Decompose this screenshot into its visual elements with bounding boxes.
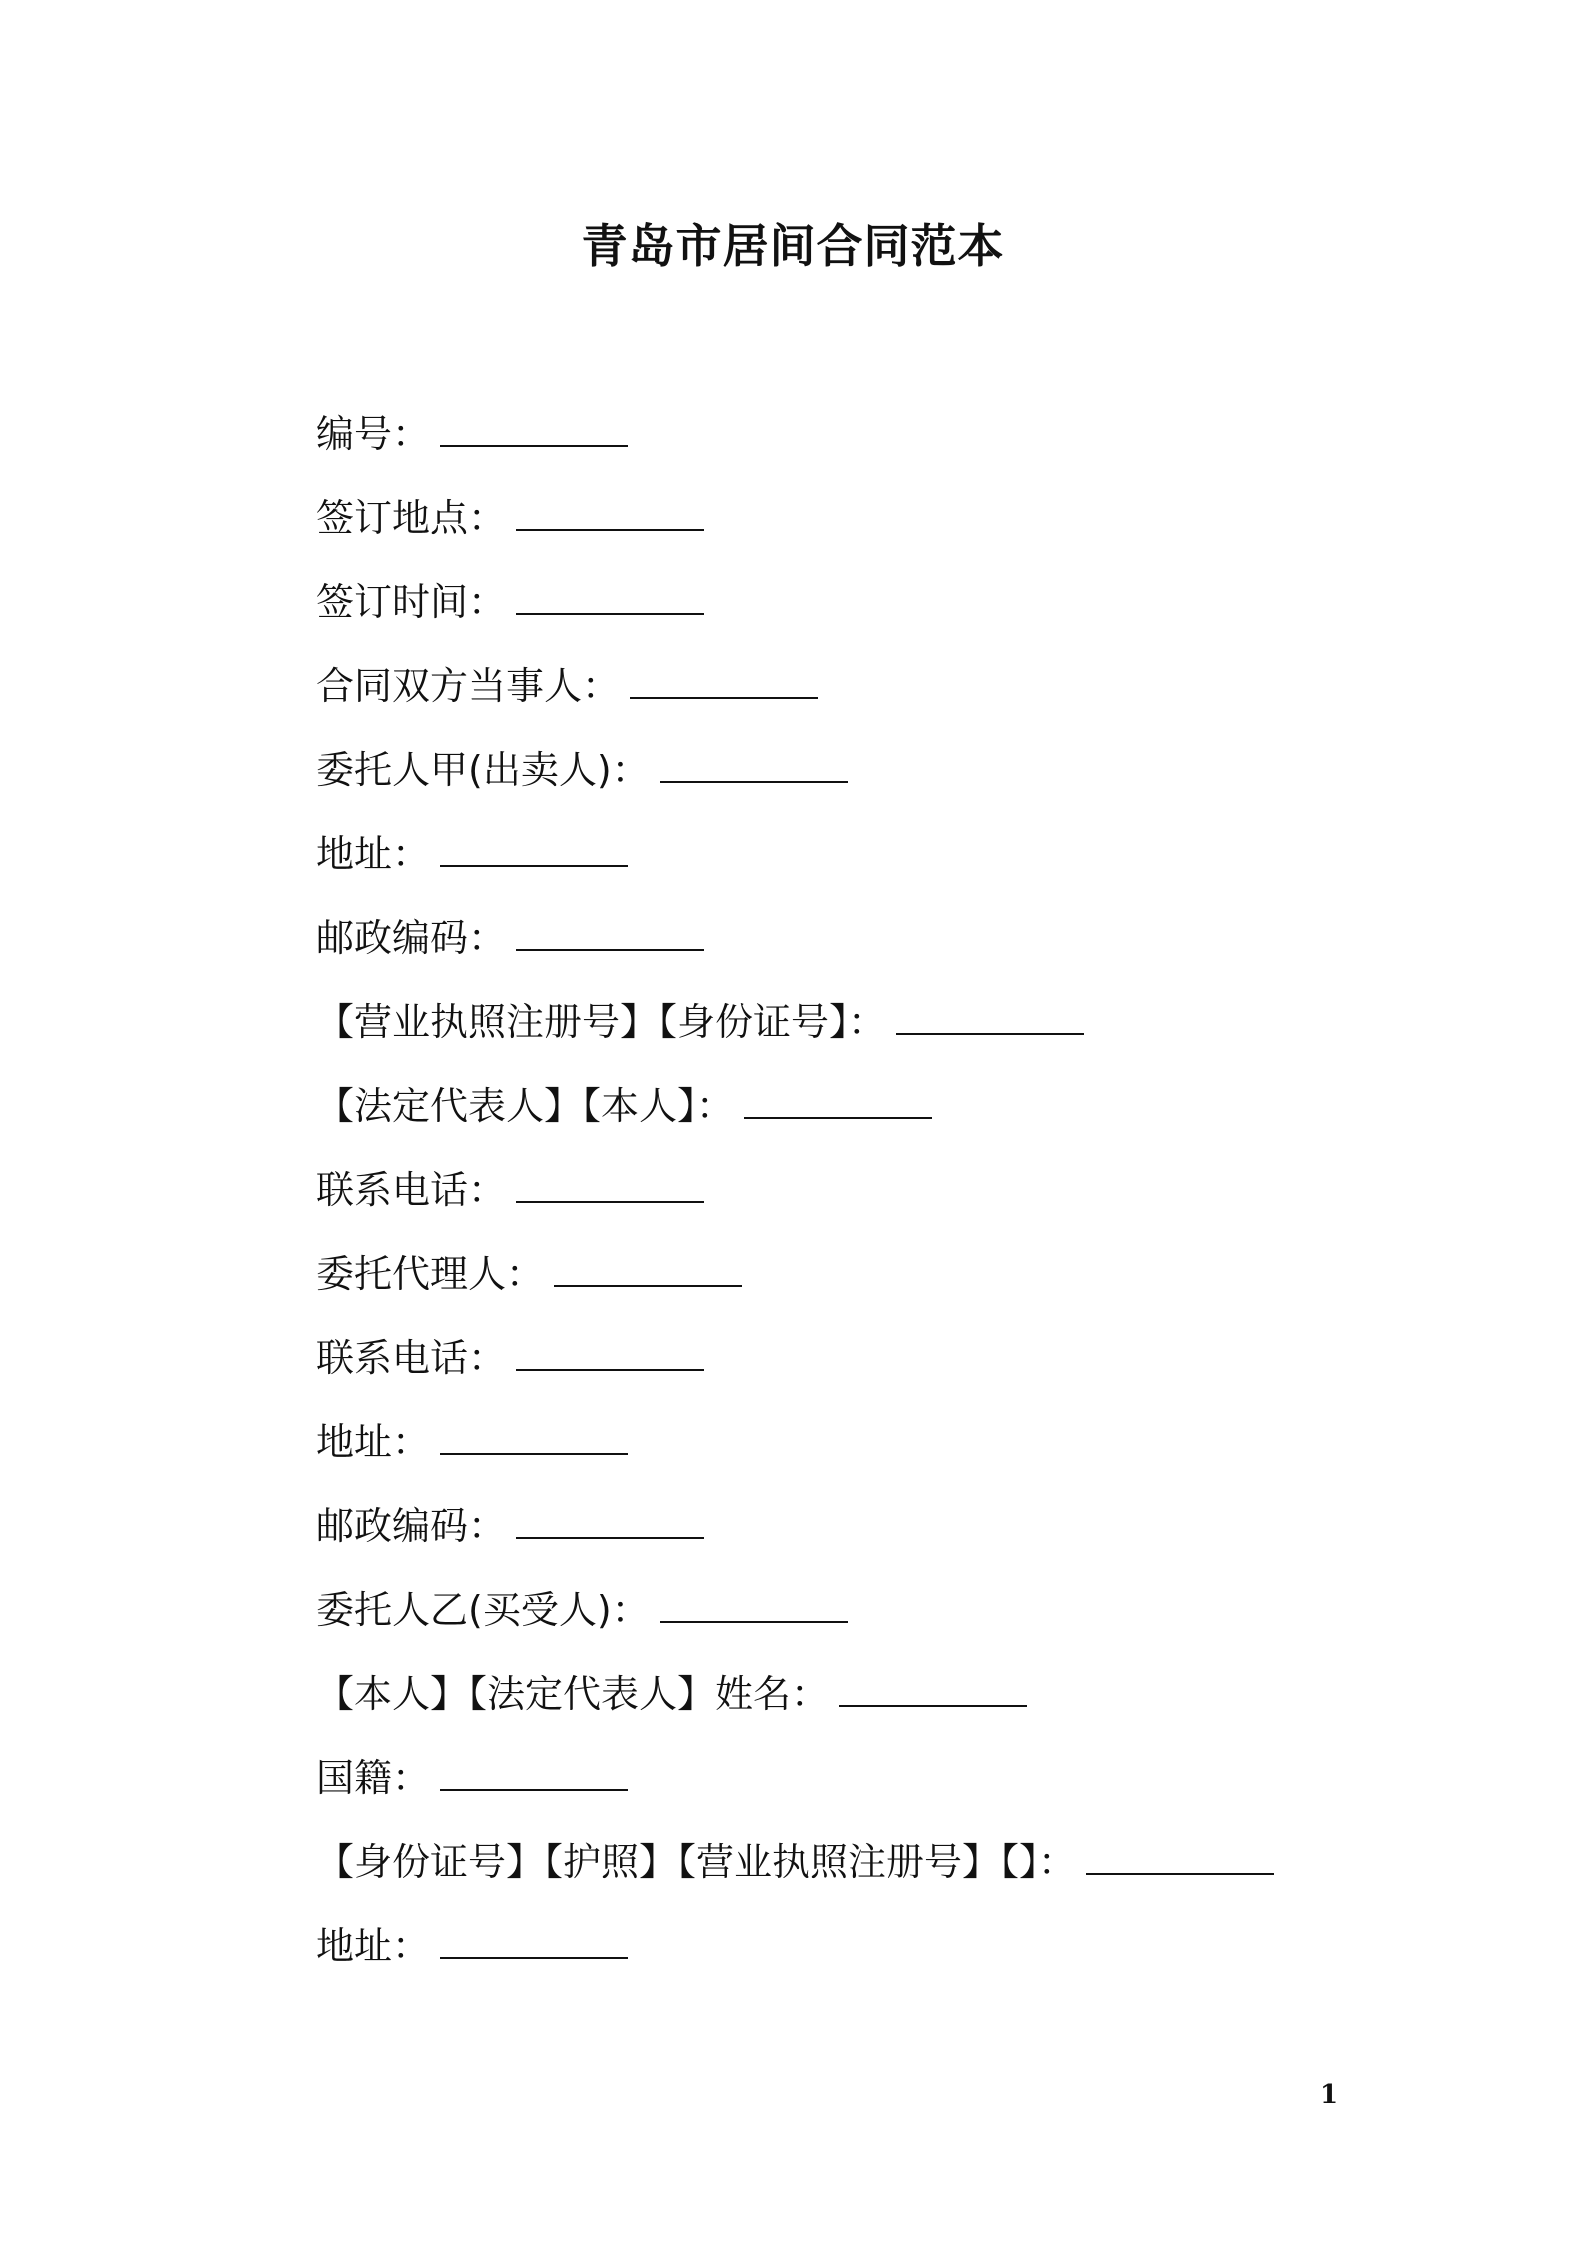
field-signing-time [316, 572, 1466, 656]
page-number: 1 [1320, 2080, 1339, 2110]
field-parties [316, 656, 1466, 740]
fill-blank[interactable] [1086, 1843, 1274, 1875]
field-label: 地址： [316, 1420, 431, 1464]
field-agent-phone [316, 1328, 1466, 1412]
field-address-a [316, 824, 1466, 908]
field-contract-number [316, 404, 1466, 488]
field-agent-postcode [316, 1496, 1466, 1580]
fill-blank[interactable] [440, 415, 628, 447]
fill-blank[interactable] [516, 919, 704, 951]
field-id-b [316, 1832, 1466, 1916]
field-license-id-a [316, 992, 1466, 1076]
field-label: 联系电话： [316, 1336, 507, 1380]
field-agent-address [316, 1412, 1466, 1496]
fill-blank[interactable] [660, 751, 848, 783]
field-label: 签订时间： [316, 580, 507, 624]
fill-blank[interactable] [516, 1339, 704, 1371]
field-label: 委托人乙(买受人)： [316, 1588, 650, 1632]
fill-blank[interactable] [896, 1003, 1084, 1035]
fill-blank[interactable] [440, 1423, 628, 1455]
field-label: 联系电话： [316, 1168, 507, 1212]
field-list [316, 404, 1466, 2000]
field-nationality-b [316, 1748, 1466, 1832]
fill-blank[interactable] [516, 1171, 704, 1203]
fill-blank[interactable] [440, 835, 628, 867]
fill-blank[interactable] [839, 1675, 1027, 1707]
field-label: 委托人甲(出卖人)： [316, 748, 650, 792]
fill-blank[interactable] [744, 1087, 932, 1119]
fill-blank[interactable] [440, 1759, 628, 1791]
field-label: 编号： [316, 412, 431, 456]
field-principal-a [316, 740, 1466, 824]
field-signing-place [316, 488, 1466, 572]
field-postcode-a [316, 908, 1466, 992]
field-name-b [316, 1664, 1466, 1748]
field-label: 国籍： [316, 1756, 431, 1800]
field-label: 委托代理人： [316, 1252, 545, 1296]
fill-blank[interactable] [554, 1255, 742, 1287]
field-label: 合同双方当事人： [316, 664, 621, 708]
field-label: 【身份证号】【护照】【营业执照注册号】【】： [316, 1840, 1077, 1884]
fill-blank[interactable] [630, 667, 818, 699]
fill-blank[interactable] [516, 583, 704, 615]
document-title: 青岛市居间合同范本 [581, 219, 1005, 273]
fill-blank[interactable] [516, 1507, 704, 1539]
field-label: 地址： [316, 1924, 431, 1968]
field-label: 【本人】【法定代表人】姓名： [316, 1672, 830, 1716]
field-agent [316, 1244, 1466, 1328]
field-legal-rep-a [316, 1076, 1466, 1160]
field-label: 地址： [316, 832, 431, 876]
fill-blank[interactable] [440, 1927, 628, 1959]
field-label: 签订地点： [316, 496, 507, 540]
field-label: 【营业执照注册号】【身份证号】： [316, 1000, 887, 1044]
fill-blank[interactable] [660, 1591, 848, 1623]
field-label: 邮政编码： [316, 916, 507, 960]
field-phone-a [316, 1160, 1466, 1244]
field-label: 邮政编码： [316, 1504, 507, 1548]
field-label: 【法定代表人】【本人】： [316, 1084, 735, 1128]
field-principal-b [316, 1580, 1466, 1664]
fill-blank[interactable] [516, 499, 704, 531]
field-address-b [316, 1916, 1466, 2000]
